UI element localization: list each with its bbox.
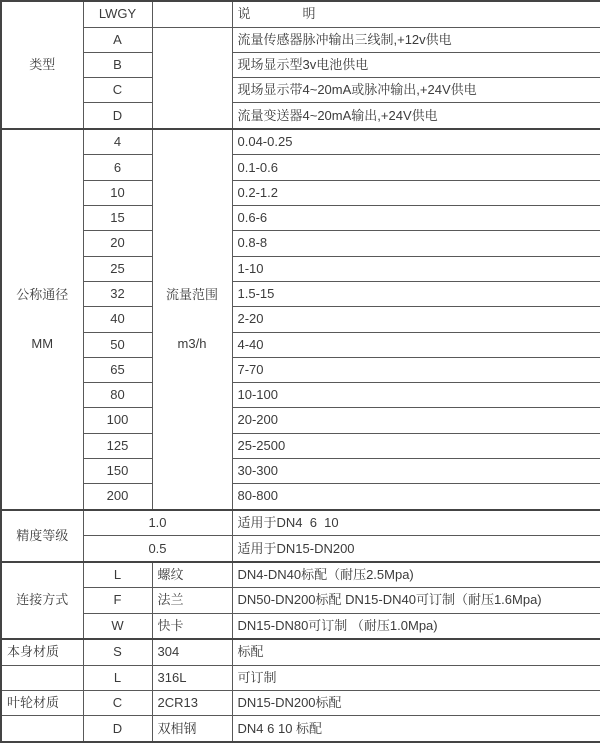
type-code-cell: A: [83, 27, 152, 52]
material-desc-cell: 可订制: [232, 665, 600, 690]
flow-range-cell: 20-200: [232, 408, 600, 433]
accuracy-desc-cell: 适用于DN15-DN200: [232, 536, 600, 562]
accuracy-desc-cell: 适用于DN4 6 10: [232, 510, 600, 536]
connection-code-cell: F: [83, 588, 152, 613]
flow-range-label-line2: m3/h: [177, 335, 207, 351]
connection-name-cell: 螺纹: [152, 562, 232, 588]
dn-cell: 50: [83, 332, 152, 357]
accuracy-section-label: 精度等级: [1, 510, 83, 562]
material-code-cell: L: [83, 665, 152, 690]
material-desc-cell: DN15-DN200标配: [232, 691, 600, 716]
flow-range-cell: 80-800: [232, 484, 600, 510]
flow-range-cell: 1-10: [232, 256, 600, 281]
connection-name-cell: 快卡: [152, 613, 232, 639]
material-desc-cell: DN4 6 10 标配: [232, 716, 600, 742]
flow-range-label-line1: 流量范围: [165, 286, 218, 302]
flow-range-cell: 0.2-1.2: [232, 180, 600, 205]
dn-cell: 125: [83, 433, 152, 458]
connection-name-cell: 法兰: [152, 588, 232, 613]
type-section-label: 类型: [1, 1, 83, 129]
type-code-cell: B: [83, 52, 152, 77]
type-empty-cell: [152, 27, 232, 129]
material-code-cell: C: [83, 691, 152, 716]
flow-range-cell: 7-70: [232, 357, 600, 382]
flow-range-cell: 2-20: [232, 307, 600, 332]
dn-cell: 80: [83, 383, 152, 408]
flow-range-cell: 0.6-6: [232, 206, 600, 231]
type-desc-cell: 现场显示型3v电池供电: [232, 52, 600, 77]
material-name-cell: 双相钢: [152, 716, 232, 742]
diameter-label-line2: MM: [31, 335, 54, 351]
material-name-cell: 304: [152, 639, 232, 665]
connection-code-cell: L: [83, 562, 152, 588]
dn-cell: 6: [83, 155, 152, 180]
material-section-label: 叶轮材质: [1, 691, 83, 716]
dn-cell: 4: [83, 129, 152, 155]
flow-range-cell: 0.04-0.25: [232, 129, 600, 155]
flow-range-cell: 1.5-15: [232, 281, 600, 306]
flow-range-cell: 0.8-8: [232, 231, 600, 256]
accuracy-value-cell: 1.0: [83, 510, 232, 536]
dn-cell: 65: [83, 357, 152, 382]
connection-desc-cell: DN50-DN200标配 DN15-DN40可订制（耐压1.6Mpa): [232, 588, 600, 613]
flow-range-label-cell: [152, 129, 232, 510]
type-desc-cell: 流量传感器脉冲输出三线制,+12v供电: [232, 27, 600, 52]
material-name-cell: 316L: [152, 665, 232, 690]
dn-cell: 20: [83, 231, 152, 256]
dn-cell: 10: [83, 180, 152, 205]
dn-cell: 40: [83, 307, 152, 332]
header-empty-cell: [152, 1, 232, 27]
material-label-empty-cell: [1, 665, 83, 690]
flow-range-cell: 30-300: [232, 459, 600, 484]
flow-range-cell: 25-2500: [232, 433, 600, 458]
connection-desc-cell: DN15-DN80可订制 （耐压1.0Mpa): [232, 613, 600, 639]
diameter-section-label: [1, 129, 83, 510]
connection-code-cell: W: [83, 613, 152, 639]
connection-desc-cell: DN4-DN40标配（耐压2.5Mpa): [232, 562, 600, 588]
type-code-cell: C: [83, 78, 152, 103]
material-code-cell: S: [83, 639, 152, 665]
dn-cell: 25: [83, 256, 152, 281]
dn-cell: 200: [83, 484, 152, 510]
flow-range-cell: 4-40: [232, 332, 600, 357]
material-section-label: 本身材质: [1, 639, 83, 665]
material-name-cell: 2CR13: [152, 691, 232, 716]
dn-cell: 32: [83, 281, 152, 306]
header-model-cell: LWGY: [83, 1, 152, 27]
flow-range-cell: 10-100: [232, 383, 600, 408]
connection-section-label: 连接方式: [1, 562, 83, 639]
type-desc-cell: 流量变送器4~20mA输出,+24V供电: [232, 103, 600, 129]
header-desc-title-cell: 说 明: [232, 1, 600, 27]
type-code-cell: D: [83, 103, 152, 129]
dn-cell: 100: [83, 408, 152, 433]
accuracy-value-cell: 0.5: [83, 536, 232, 562]
material-code-cell: D: [83, 716, 152, 742]
material-desc-cell: 标配: [232, 639, 600, 665]
material-label-empty-cell: [1, 716, 83, 742]
dn-cell: 150: [83, 459, 152, 484]
flow-range-cell: 0.1-0.6: [232, 155, 600, 180]
type-desc-cell: 现场显示带4~20mA或脉冲输出,+24V供电: [232, 78, 600, 103]
diameter-label-line1: 公称通径: [16, 286, 69, 302]
dn-cell: 15: [83, 206, 152, 231]
